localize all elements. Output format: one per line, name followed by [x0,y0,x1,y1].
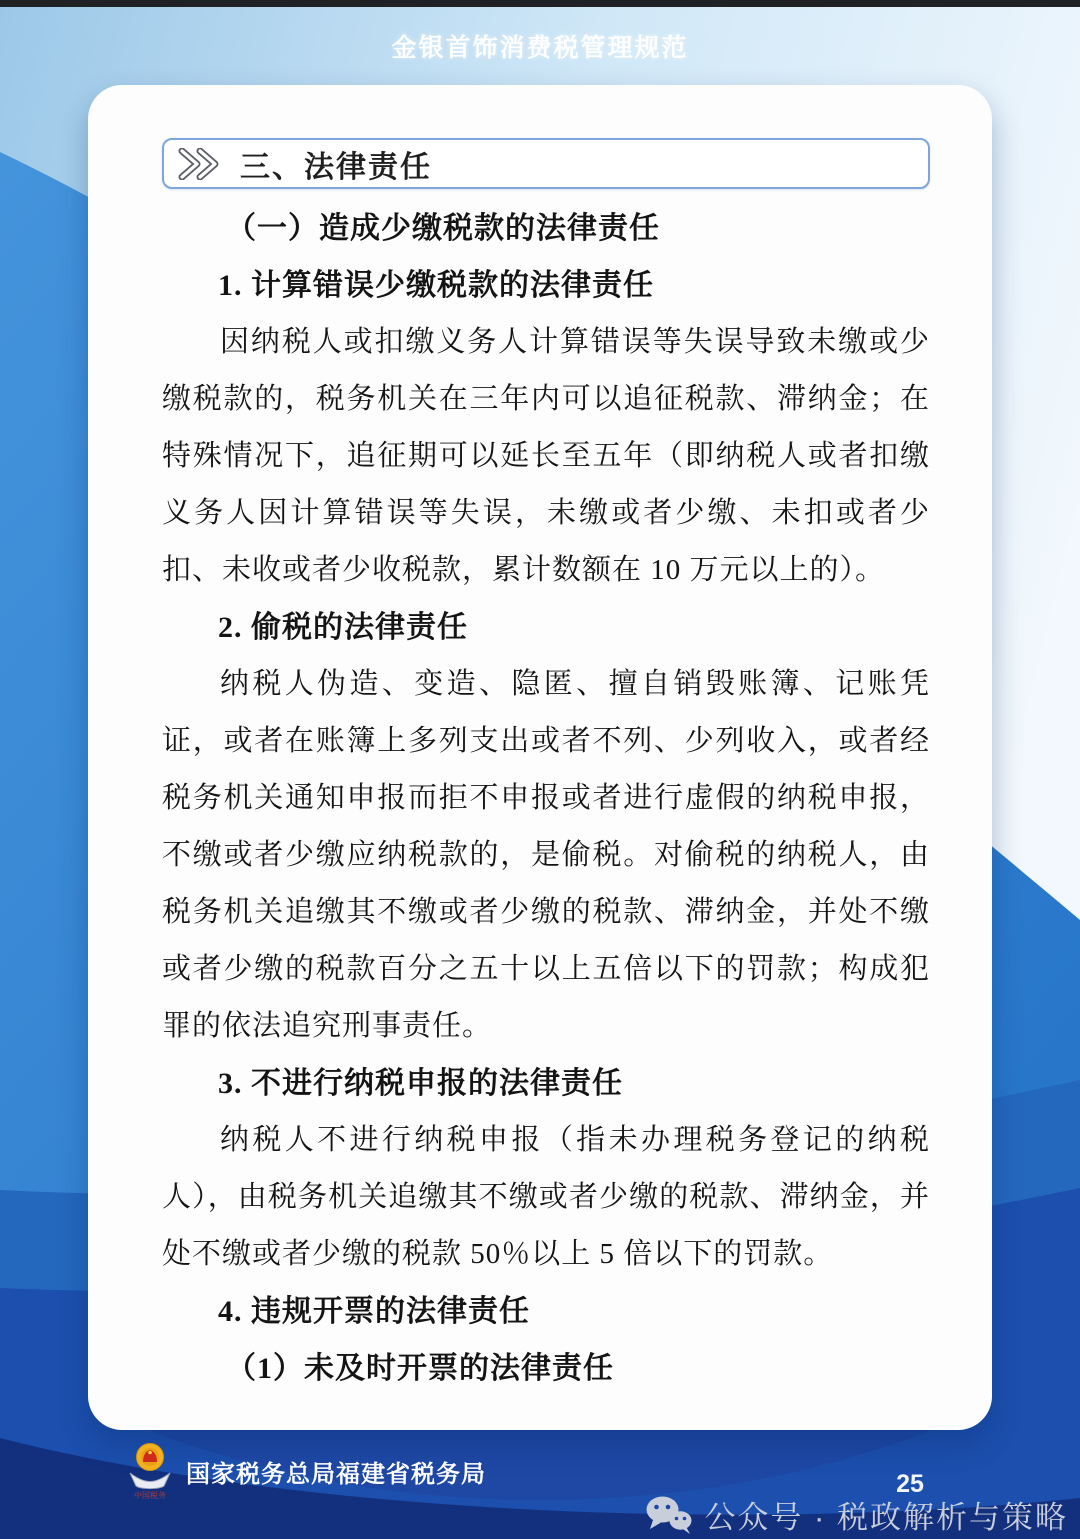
svg-text:中国税务: 中国税务 [134,1491,166,1500]
heading-level2: 3. 不进行纳税申报的法律责任 [218,1067,623,1100]
footer-branding [128,1442,486,1500]
heading-level1: （1）未及时开票的法律责任 [226,1352,614,1385]
body-paragraph: 因纳税人或扣缴义务人计算错误等失误导致未缴或少缴税款的，税务机关在三年内可以追征税款、滞纳金；在特殊情况下，追征期可以延长至五年（即纳税人或者扣缴义务人因计算错误等失误，未缴或者少缴、未扣或者少扣、未收或者少收税款，累计数额在 10 万元以上的）。 [162,326,930,586]
card-content [88,85,992,1397]
body-paragraph: 纳税人伪造、变造、隐匿、擅自销毁账簿、记账凭证，或者在账簿上多列支出或者不列、少列收入，或者经税务机关通知申报而拒不申报或者进行虚假的纳税申报，不缴或者少缴应纳税款的，是偷税。对偷税的纳税人，由税务机关追缴其不缴或者少缴的税款、滞纳金，并处不缴或者少缴的税款百分之五十以上五倍以下的罚款；构成犯罪的依法追究刑事责任。 [162,668,930,1042]
heading-level1: （一）造成少缴税款的法律责任 [226,212,660,245]
organization-name: 国家税务总局福建省税务局 [186,1460,486,1488]
document-title: 金银首饰消费税管理规范 [391,34,689,62]
heading-level2: 2. 偷税的法律责任 [218,611,468,644]
page-number: 25 [896,1470,924,1498]
wechat-icon [646,1495,692,1535]
heading-level2: 4. 违规开票的法律责任 [218,1295,530,1328]
triple-chevron-icon [176,148,226,180]
body-paragraph: 纳税人不进行纳税申报（指未办理税务登记的纳税人），由税务机关追缴其不缴或者少缴的税款、滞纳金，并处不缴或者少缴的税款 50％以上 5 倍以下的罚款。 [162,1124,930,1270]
wechat-watermark [646,1492,1068,1537]
section-title: 三、法律责任 [240,150,432,184]
top-dark-bar [0,0,1080,7]
tax-bureau-emblem-icon [128,1442,172,1500]
section-banner [162,138,930,189]
heading-level2: 1. 计算错误少缴税款的法律责任 [218,269,654,302]
content-card [88,85,992,1430]
watermark-text: 公众号 · 税政解析与策略 [704,1500,1068,1535]
